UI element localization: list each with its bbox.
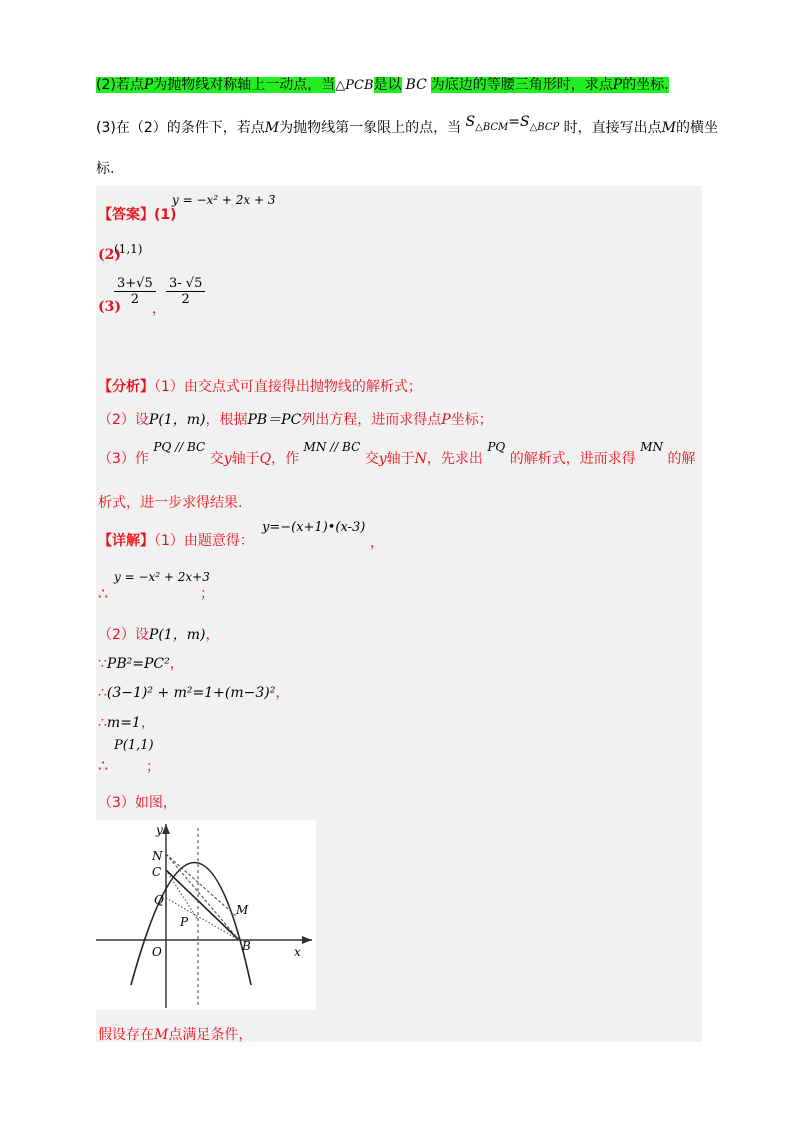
y-axis-arrow bbox=[162, 824, 170, 834]
answer-eq1: y = −x² + 2x + 3 bbox=[172, 193, 276, 207]
analysis-3-mn: MN // BC bbox=[303, 440, 361, 454]
analysis-line-1 bbox=[98, 376, 422, 396]
analysis-3-q: Q bbox=[259, 451, 272, 467]
detail-s5-eq: (3−1)² + m²=1+(m−3)² bbox=[106, 685, 276, 701]
analysis-3i: 的解 bbox=[667, 451, 696, 467]
label-x: x bbox=[294, 945, 301, 959]
analysis-3-pq2: PQ bbox=[487, 440, 506, 454]
analysis-line-2 bbox=[98, 409, 493, 429]
x-axis-arrow bbox=[302, 936, 312, 944]
analysis-2d: 坐标； bbox=[450, 412, 493, 428]
label-o: O bbox=[152, 945, 162, 959]
label-b: B bbox=[242, 939, 251, 953]
analysis-2c: 列出方程，进而求得点 bbox=[301, 412, 442, 428]
analysis-line-4: 析式，进一步求得结果. bbox=[98, 495, 243, 511]
fraction-2-denominator: 2 bbox=[181, 292, 190, 307]
answer-separator: ， bbox=[152, 301, 166, 317]
label-q: Q bbox=[154, 893, 164, 907]
detail-s1-eq: y=−(x+1)•(x-3) bbox=[262, 520, 366, 535]
question-part-3 bbox=[96, 116, 718, 140]
analysis-3-n: N bbox=[414, 451, 427, 467]
answer-part3-label: (3) bbox=[98, 299, 121, 315]
q2-text-e: 的坐标. bbox=[622, 77, 669, 93]
answer-fraction-1 bbox=[114, 276, 156, 307]
detail-s3-point: P(1，m) bbox=[148, 627, 206, 643]
label-c: C bbox=[152, 865, 162, 879]
analysis-3c: 轴于 bbox=[231, 451, 260, 467]
detail-line-6 bbox=[98, 712, 155, 732]
detail-s2-end: ； bbox=[200, 586, 214, 602]
analysis-line-3 bbox=[98, 436, 695, 472]
detail-s6-therefore: ∴ bbox=[98, 715, 107, 731]
q2-text-d: 为底边的等腰三角形时，求点 bbox=[430, 77, 613, 93]
label-p: P bbox=[180, 915, 189, 929]
q3-area1: S bbox=[465, 114, 476, 130]
q3-area-expression bbox=[465, 114, 564, 133]
q2-text-c: 是以 bbox=[373, 77, 402, 93]
analysis-2-p: P bbox=[441, 412, 451, 428]
question-part-2 bbox=[96, 74, 669, 96]
detail-s9a: 假设存在 bbox=[98, 1027, 154, 1043]
analysis-3-y: y bbox=[223, 451, 232, 467]
detail-line-3 bbox=[98, 624, 219, 644]
analysis-3-y2: y bbox=[378, 451, 387, 467]
q2-triangle: △PCB bbox=[335, 78, 374, 93]
analysis-3-pq: PQ // BC bbox=[153, 440, 206, 454]
fraction-1-denominator: 2 bbox=[130, 292, 139, 307]
q3-point-m2: M bbox=[661, 120, 676, 136]
fraction-1-numerator: 3+√5 bbox=[114, 276, 156, 292]
q3-point-m: M bbox=[264, 120, 280, 136]
detail-s9b: 点满足条件， bbox=[168, 1027, 253, 1043]
q3-eq: = bbox=[508, 114, 520, 130]
analysis-3-mn2: MN bbox=[640, 440, 663, 454]
q3-text-c: 时，直接写出点 bbox=[563, 120, 662, 136]
parabola-curve bbox=[131, 863, 251, 986]
label-m: M bbox=[236, 903, 249, 917]
detail-line-9 bbox=[98, 1024, 252, 1044]
detail-line-5 bbox=[98, 682, 289, 702]
analysis-3a: （3）作 bbox=[98, 451, 149, 467]
analysis-3g: ，先求出 bbox=[426, 451, 483, 467]
detail-s4-because: ∵ bbox=[98, 656, 107, 672]
q2-text-a: (2)若点 bbox=[96, 77, 144, 93]
detail-s1: （1）由题意得： bbox=[154, 533, 254, 549]
q3-text-e: 标. bbox=[96, 161, 115, 177]
analysis-2-eq: PB＝PC bbox=[247, 412, 302, 428]
q2-point-p: P bbox=[143, 77, 154, 93]
analysis-2b: ，根据 bbox=[205, 412, 248, 428]
parabola-diagram bbox=[96, 820, 316, 1010]
q3-text-d: 的横坐 bbox=[676, 120, 718, 136]
analysis-3h: 的解析式，进而求得 bbox=[509, 451, 636, 467]
q2-text-b: 为抛物线对称轴上一动点，当 bbox=[153, 77, 336, 93]
analysis-text-1: （1）由交点式可直接得出抛物线的解析式； bbox=[154, 379, 422, 395]
q3-text-b: 为抛物线第一象限上的点，当 bbox=[279, 120, 462, 136]
answer-fraction-2 bbox=[166, 276, 205, 307]
q2-point-p2: P bbox=[612, 77, 623, 93]
analysis-3e: 交 bbox=[364, 451, 379, 467]
fraction-2-numerator: 3- √5 bbox=[166, 276, 205, 292]
detail-s5-end: ， bbox=[275, 685, 290, 701]
detail-line-8: （3）如图， bbox=[98, 795, 177, 811]
detail-s3a: （2）设 bbox=[98, 627, 149, 643]
detail-s7-end: ； bbox=[146, 759, 160, 775]
detail-s3c: ， bbox=[205, 627, 220, 643]
label-n: N bbox=[152, 849, 163, 863]
q3-sub1: △BCM bbox=[475, 121, 509, 133]
analysis-3f: 轴于 bbox=[386, 451, 415, 467]
detail-s1-end: ， bbox=[370, 535, 384, 551]
answer-part2-label: (2) bbox=[98, 247, 121, 263]
detail-s2-therefore: ∴ bbox=[98, 584, 109, 603]
detail-s6-eq: m=1 bbox=[106, 715, 141, 731]
detail-s4-end: ， bbox=[169, 656, 184, 672]
q3-area2: S bbox=[520, 114, 530, 130]
analysis-3d: ，作 bbox=[271, 451, 300, 467]
q2-bc: BC bbox=[405, 77, 427, 93]
line-nb bbox=[166, 854, 239, 940]
analysis-2-point: P(1，m) bbox=[148, 412, 206, 428]
q3-text-a: (3)在（2）的条件下，若点 bbox=[96, 120, 265, 136]
analysis-label: 【分析】 bbox=[98, 379, 154, 395]
analysis-3b: 交 bbox=[209, 451, 224, 467]
geometry-figure bbox=[96, 820, 316, 1010]
detail-s2-eq: y = −x² + 2x+3 bbox=[114, 570, 210, 584]
q3-sub2: △BCP bbox=[529, 121, 560, 133]
detail-s4-eq: PB²=PC² bbox=[106, 656, 170, 672]
answer-part2-value: (1,1) bbox=[114, 242, 143, 256]
analysis-2a: （2）设 bbox=[98, 412, 149, 428]
detail-s5-therefore: ∴ bbox=[98, 685, 107, 701]
detail-s9-m: M bbox=[154, 1027, 169, 1043]
detail-s7-eq: P(1,1) bbox=[114, 738, 154, 753]
label-y: y bbox=[156, 823, 163, 837]
detail-s7-therefore: ∴ bbox=[98, 756, 109, 775]
detail-label: 【详解】 bbox=[98, 533, 154, 549]
detail-s6-end: ， bbox=[140, 715, 155, 731]
answer-label: 【答案】(1) bbox=[98, 207, 177, 223]
detail-line-4 bbox=[98, 653, 184, 673]
detail-line-1 bbox=[98, 530, 254, 550]
